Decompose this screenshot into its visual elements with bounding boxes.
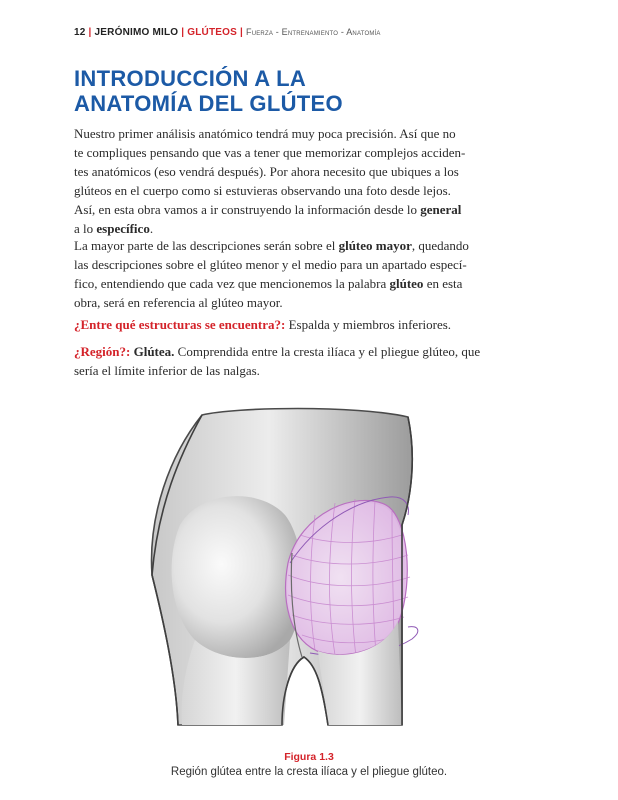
figure-label: Figura 1.3 xyxy=(284,751,334,763)
header-author: JERÓNIMO MILO xyxy=(94,27,179,38)
bold-gluteo: glúteo xyxy=(389,276,424,291)
header-separator: | xyxy=(181,27,185,38)
text-span: en esta xyxy=(423,276,463,291)
bold-gluteo-mayor: glúteo mayor xyxy=(338,238,412,253)
text-span: Comprendida entre la cresta ilíaca y el pliegue glúteo, que xyxy=(174,344,481,359)
text-span: . xyxy=(149,221,154,236)
figure-gluteal-region xyxy=(140,395,460,740)
bold-glutea: Glútea. xyxy=(130,344,175,359)
text-line xyxy=(74,315,504,334)
title-line: ANATOMÍA DEL GLÚTEO xyxy=(74,91,343,116)
text-line: tes anatómicos (eso vendrá después). Por ahora necesito que ubiques a los xyxy=(74,164,459,179)
text-span: , quedando xyxy=(411,238,469,253)
page-number: 12 xyxy=(74,27,86,38)
paragraph-region xyxy=(74,342,504,380)
gluteal-illustration xyxy=(140,395,460,740)
text-line xyxy=(74,236,504,255)
header-book-title: GLÚTEOS xyxy=(187,27,237,38)
figure-caption: Región glútea entre la cresta ilíaca y el pliegue glúteo. xyxy=(170,766,448,778)
question-label: ¿Entre qué estructuras se encuentra?: xyxy=(74,317,286,332)
text-span: fico, entendiendo que cada vez que mencionemos la palabra xyxy=(74,276,390,291)
text-line xyxy=(74,274,504,293)
header-separator: | xyxy=(88,27,92,38)
text-line: te compliques pensando que vas a tener que memorizar complejos acciden- xyxy=(74,145,466,160)
title-line: INTRODUCCIÓN A LA xyxy=(74,66,307,91)
text-span: La mayor parte de las descripciones serán sobre el xyxy=(74,238,339,253)
page-title xyxy=(74,66,544,116)
text-line: glúteos en el cuerpo como si estuvieras observando una foto desde lejos. xyxy=(74,183,451,198)
paragraph-gluteo-mayor xyxy=(74,236,504,312)
text-line xyxy=(74,200,504,219)
text-span: Espalda y miembros inferiores. xyxy=(285,317,452,332)
text-line: Nuestro primer análisis anatómico tendrá muy poca precisión. Así que no xyxy=(74,126,456,141)
running-header xyxy=(74,27,381,38)
text-span: Así, en esta obra vamos a ir construyendo la información desde lo xyxy=(74,202,421,217)
paragraph-intro xyxy=(74,124,504,238)
bold-especifico: específico xyxy=(96,221,150,236)
question-label: ¿Región?: xyxy=(74,344,131,359)
header-subtitle: Fuerza - Entrenamiento - Anatomía xyxy=(246,27,381,37)
left-buttock xyxy=(172,496,303,658)
bold-general: general xyxy=(420,202,462,217)
text-line xyxy=(74,342,504,361)
text-line: sería el límite inferior de las nalgas. xyxy=(74,363,260,378)
text-line: las descripciones sobre el glúteo menor y el medio para un apartado especí- xyxy=(74,257,467,272)
paragraph-estructuras xyxy=(74,315,504,334)
text-line: obra, será en referencia al glúteo mayor. xyxy=(74,295,283,310)
text-span: a lo xyxy=(74,221,97,236)
header-separator: | xyxy=(240,27,243,38)
